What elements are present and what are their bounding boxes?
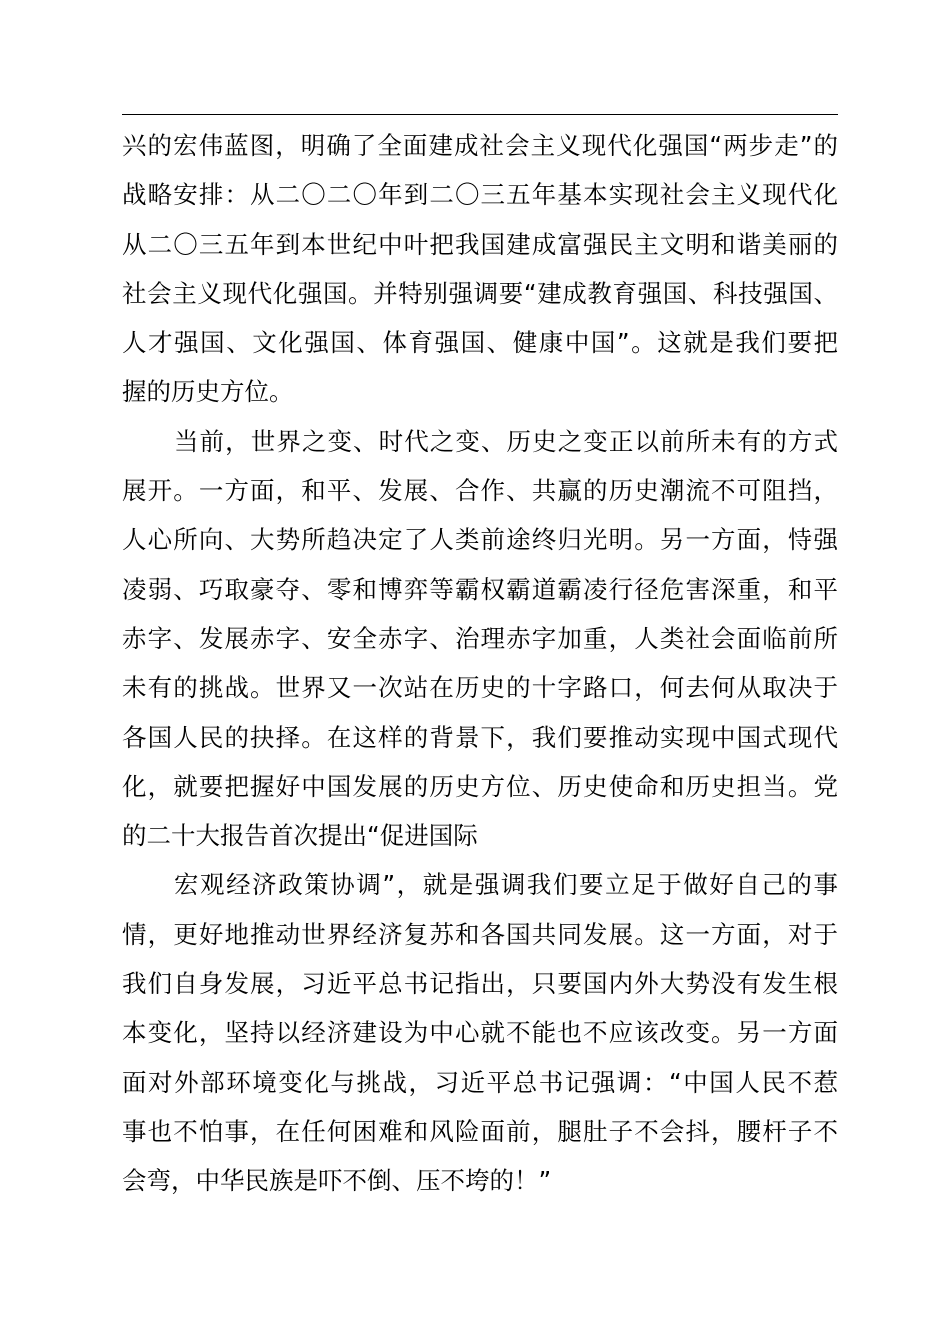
text-line: 情，更好地推动世界经济复苏和各国共同发展。这一方面，对于 xyxy=(122,919,838,949)
document-body xyxy=(122,121,838,1206)
text-line: 人才强国、文化强国、体育强国、健康中国”。这就是我们要把 xyxy=(122,328,838,358)
text-line: 的二十大报告首次提出“促进国际 xyxy=(122,821,478,851)
text-line: 未有的挑战。世界又一次站在历史的十字路口，何去何从取决于 xyxy=(122,673,838,703)
text-line: 面对外部环境变化与挑战，习近平总书记强调：“中国人民不惹 xyxy=(122,1067,838,1097)
text-line: 战略安排：从二〇二〇年到二〇三五年基本实现社会主义现代化 xyxy=(122,180,838,210)
text-line: 从二〇三五年到本世纪中叶把我国建成富强民主文明和谐美丽的 xyxy=(122,229,838,259)
text-line: 各国人民的抉择。在这样的背景下，我们要推动实现中国式现代 xyxy=(122,722,838,752)
text-line: 赤字、发展赤字、安全赤字、治理赤字加重，人类社会面临前所 xyxy=(122,623,838,653)
text-line: 展开。一方面，和平、发展、合作、共赢的历史潮流不可阻挡， xyxy=(122,476,838,506)
text-line: 握的历史方位。 xyxy=(122,377,294,407)
text-line: 本变化，坚持以经济建设为中心就不能也不应该改变。另一方面 xyxy=(122,1018,838,1048)
text-line: 兴的宏伟蓝图，明确了全面建成社会主义现代化强国“两步走”的 xyxy=(122,131,838,160)
text-line: 人心所向、大势所趋决定了人类前途终归光明。另一方面，恃强 xyxy=(122,525,838,555)
text-line: 事也不怕事，在任何困难和风险面前，腿肚子不会抖，腰杆子不 xyxy=(122,1116,838,1146)
paragraph-first-line: 宏观经济政策协调”，就是强调我们要立足于做好自己的事 xyxy=(174,870,838,900)
text-line: 化，就要把握好中国发展的历史方位、历史使命和历史担当。党 xyxy=(122,771,838,801)
text-line: 凌弱、巧取豪夺、零和博弈等霸权霸道霸凌行径危害深重，和平 xyxy=(122,574,838,604)
paragraph-first-line: 当前，世界之变、时代之变、历史之变正以前所未有的方式 xyxy=(174,426,838,456)
text-line: 社会主义现代化强国。并特别强调要“建成教育强国、科技强国、 xyxy=(122,278,838,308)
text-line: 我们自身发展，习近平总书记指出，只要国内外大势没有发生根 xyxy=(122,969,838,999)
text-line: 会弯，中华民族是吓不倒、压不垮的！” xyxy=(122,1166,552,1196)
header-rule xyxy=(122,114,838,115)
